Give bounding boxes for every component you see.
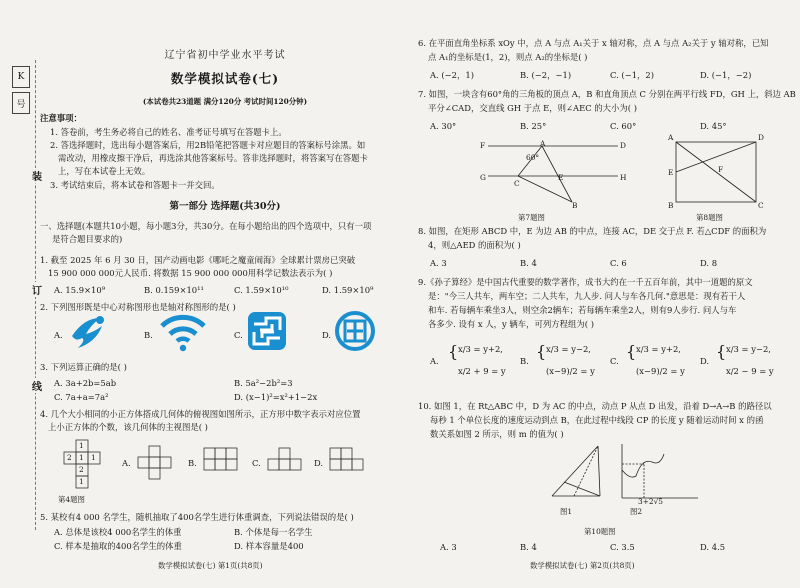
q7-label: E bbox=[558, 173, 564, 182]
q3-option-b[interactable]: B. 5a²−2b²=3 bbox=[234, 378, 293, 388]
q8-label: A bbox=[668, 133, 674, 142]
q4-figure-a bbox=[136, 444, 176, 480]
binding-box: 号 bbox=[12, 92, 30, 114]
q1-option-b[interactable]: B. 0.159×10¹¹ bbox=[144, 285, 204, 295]
q7-label: A bbox=[540, 139, 546, 148]
q8-option-a[interactable]: A. 3 bbox=[430, 258, 447, 268]
q7-stem: 7. 如图，一块含有60°角的三角板的顶点 A，B 和直角顶点 C 分别在两平行线 FD，GH 上，斜边 AB bbox=[418, 89, 796, 99]
notice-item: 2. 答选择题时，选出每小题答案后，用2B铅笔把答题卡对应题目的答案标号涂黑。如 bbox=[50, 140, 366, 150]
grid-number: 1 bbox=[79, 453, 84, 462]
q4-option-a[interactable]: A. bbox=[122, 458, 131, 468]
q2-option-a[interactable]: A. bbox=[54, 330, 63, 340]
grid-number: 1 bbox=[79, 477, 84, 486]
notice-item: 1. 答卷前，考生务必将自己的姓名、准考证号填写在答题卡上。 bbox=[50, 127, 287, 137]
q7-label: H bbox=[620, 173, 627, 182]
binding-label: 订 bbox=[32, 282, 42, 297]
q1-option-c[interactable]: C. 1.59×10¹⁰ bbox=[234, 285, 289, 295]
page-footer: 数学模拟试卷(七) 第2页(共8页) bbox=[530, 561, 635, 570]
q6-stem: 点 A₁的坐标是(1，2)，则点 A₂的坐标是( ) bbox=[428, 52, 588, 62]
q2-option-b[interactable]: B. bbox=[144, 330, 153, 340]
q10-axis-tick: 3+2√5 bbox=[638, 497, 664, 506]
q10-stem: 10. 如图 1，在 Rt△ABC 中，D 为 AC 的中点，动点 P 从点 D 出发，沿着 D→A→B 的路径以 bbox=[418, 401, 772, 411]
q4-figure-d bbox=[328, 446, 364, 472]
q9-stem: 9.《孙子算经》是中国古代重要的数学著作，成书大约在一千五百年前，其中一道题的原文 bbox=[418, 277, 753, 287]
q7-option-c[interactable]: C. 60° bbox=[610, 121, 637, 131]
q8-label: C bbox=[758, 201, 764, 210]
q10-stem: 数关系如图 2 所示，则 m 的值为( ) bbox=[430, 429, 564, 439]
q7-option-b[interactable]: B. 25° bbox=[520, 121, 547, 131]
q7-label: B bbox=[572, 201, 578, 210]
q3-option-a[interactable]: A. 3a+2b=5ab bbox=[54, 378, 117, 388]
q10-option-c[interactable]: C. 3.5 bbox=[610, 542, 635, 552]
q6-stem: 6. 在平面直角坐标系 xOy 中，点 A 与点 A₁关于 x 轴对称，点 A 与点 A₂关于 y 轴对称，已知 bbox=[418, 38, 769, 48]
q10-option-b[interactable]: B. 4 bbox=[520, 542, 537, 552]
grid-number: 2 bbox=[67, 453, 72, 462]
q9-stem: 是："今三人共车，两车空；二人共车，九人步. 问人与车各几何."意思是：现有若干人 bbox=[428, 291, 746, 301]
q4-option-d[interactable]: D. bbox=[314, 458, 324, 468]
q4-stem: 上小正方体的个数，该几何体的主视图是( ) bbox=[48, 422, 208, 432]
q6-option-d[interactable]: D. (−1，−2) bbox=[700, 70, 752, 80]
q9-stem: 和车. 若每辆车乘坐3人，则空余2辆车；若每辆车乘坐2人，则有9人步行. 问人与车 bbox=[428, 305, 737, 315]
grid-number: 2 bbox=[79, 465, 84, 474]
q4-top-view-grid bbox=[56, 438, 116, 492]
q4-stem: 4. 几个大小相同的小正方体搭成几何体的俯视图如图所示，正方形中数字表示对应位置 bbox=[40, 409, 361, 419]
q2-option-c[interactable]: C. bbox=[234, 330, 243, 340]
q1-option-a[interactable]: A. 15.9×10⁹ bbox=[54, 285, 106, 295]
q10-stem: 每秒 1 个单位长度的速度运动到点 B，在此过程中线段 CP 的长度 y 随着运动时间 x 的函 bbox=[430, 415, 764, 425]
q4-option-c[interactable]: C. bbox=[252, 458, 261, 468]
q3-stem: 3. 下列运算正确的是( ) bbox=[40, 362, 127, 372]
q8-option-d[interactable]: D. 8 bbox=[700, 258, 718, 268]
q4-option-b[interactable]: B. bbox=[188, 458, 197, 468]
exam-sheet: K 号 装 订 线 辽宁省初中学业水平考试 数学模拟试卷(七) (本试卷共23道题 满分120分 考试时间120分钟) 注意事项： 1. 答卷前，考生务必将自己的姓名、准考证号填写在答题卡上。 2. 答选择题时，选出每小题答案后，用2B铅笔把答题卡对应题目的答案标号涂黑。如 需改动，用橡皮擦干净后，再选涂其他答案标号。答非选择题时，将答案写在答题卡 上，写在本试卷上无效。 3. 考试结束后，将本试卷和答题卡一并交回。 第一部分 选择题(共30分) 一、选择题(本题共10小题，每小题3分，共30分。在每小题给出的四个选项中，只有一项 是符合题目要求的) 1. 截至 2025 年 6 月 30 日，国产动画电影《哪吒之魔童闹海》全球累计票房已突破 15 900 000 000元人民币. 将数据 15 900 000 000用科学记数法表示为( ) A. 15.9×10⁹ B. 0.159×10¹¹ C. 1.59×10¹⁰ D. 1.59×10⁹ 2. 下列图形既是中心对称图形也是轴对称图形的是( ) A. B. C. D. 3. 下列运算正确的是( ) A. 3a+2b=5ab B. 5a²−2b²=3 C. 7a+a=7a² D. (x−1)²=x²+1−2x 4. 几个大小相同的小正方体搭成几何体的俯视图如图所示，正方形中数字表示对应位置 上小正方体的个数，该几何体的主视图是( ) 1 2 1 1 2 1 第4题图 A. B. C. D. 5. 某校有4 000 名学生，随机抽取了400名学生进行体重调查，下列说法错误的是( ) A. 总体是该校4 000名学生的体重 B. 个体是每一名学生 C. 样本是抽取的400名学生的体重 D. 样本容量是400 数学模拟试卷(七) 第1页(共8页) 6. 在平面直角坐标系 xOy 中，点 A 与点 A₁关于 x 轴对称，点 A 与点 A₂关于 y 轴对称，已知 点 A₁的坐标是(1，2)，则点 A₂的坐标是( ) A. (−2，1) B. (−2，−1) C. (−1，2) D. (−1，−2) 7. 如图，一块含有60°角的三角板的顶点 A，B 和直角顶点 C 分别在两平行线 FD，GH 上，斜边 AB 平分∠CAD，交直线 GH 于点 E，则∠AEC 的大小为( ) A. 30° B. 25° C. 60° D. 45° F A D G C E H B 60° 第7题图 A D E F B C 第8题图 8. 如图，在矩形 ABCD 中，E 为边 AB 的中点，连接 AC，DE 交于点 F. 若△CDF 的面积为 4，则△AED 的面积为( ) A. 3 B. 4 C. 6 D. 8 9.《孙子算经》是中国古代重要的数学著作，成书大约在一千五百年前，其中一道题的原文 是："今三人共车，两车空；二人共车，九人步. 问人与车各几何."意思是：现有若干人 和车. 若每辆车乘坐3人，则空余2辆车；若每辆车乘坐2人，则有9人步行. 问人与车 各多少. 设有 x 人，y 辆车，可列方程组为( ) A. { x/3 = y+2, x/2 + 9 = y B. { x/3 = y−2, (x−9)/2 = y C. { x/3 = y+2, (x−9)/2 = y D. { x/3 = y−2, x/2 − 9 = y 10. 如图 1，在 Rt△ABC 中，D 为 AC 的中点，动点 P 从点 D 出发，沿着 D→A→B 的路径以 每秒 1 个单位长度的速度运动到点 B，在此过程中线段 CP 的长度 y 随着运动时间 x 的函 数关系如图 2 所示，则 m 的值为( ) 图1 3+2√5 图2 第10题图 A. 3 B. 4 C. 3.5 D. 4.5 数学模拟试卷(七) 第2页(共8页) bbox=[0, 0, 800, 588]
q6-option-c[interactable]: C. (−1，2) bbox=[610, 70, 655, 80]
q1-stem: 1. 截至 2025 年 6 月 30 日，国产动画电影《哪吒之魔童闹海》全球累计票房已突破 bbox=[40, 255, 356, 265]
q8-stem: 8. 如图，在矩形 ABCD 中，E 为边 AB 的中点，连接 AC，DE 交于点 F. 若△CDF 的面积为 bbox=[418, 226, 767, 236]
q2-figure-b bbox=[158, 312, 208, 352]
notice-title: 注意事项： bbox=[40, 113, 82, 123]
q2-figure-c bbox=[246, 310, 288, 352]
q7-label: D bbox=[620, 141, 626, 150]
q8-label: E bbox=[668, 168, 674, 177]
q10-option-d[interactable]: D. 4.5 bbox=[700, 542, 726, 552]
q8-option-c[interactable]: C. 6 bbox=[610, 258, 627, 268]
q8-label: B bbox=[668, 201, 674, 210]
q1-stem: 15 900 000 000元人民币. 将数据 15 900 000 000用科学记数法表示为( ) bbox=[48, 268, 333, 278]
q10-figure-1-label: 图1 bbox=[560, 507, 573, 516]
q1-option-d[interactable]: D. 1.59×10⁹ bbox=[322, 285, 374, 295]
q7-stem: 平分∠CAD，交直线 GH 于点 E，则∠AEC 的大小为( ) bbox=[428, 103, 637, 113]
q6-option-a[interactable]: A. (−2，1) bbox=[430, 70, 474, 80]
q8-stem: 4，则△AED 的面积为( ) bbox=[428, 240, 521, 250]
q2-stem: 2. 下列图形既是中心对称图形也是轴对称图形的是( ) bbox=[40, 302, 236, 312]
q7-label: G bbox=[480, 173, 486, 182]
q2-figure-d bbox=[334, 310, 376, 352]
q10-figure-2-label: 图2 bbox=[630, 507, 643, 516]
paper-title: 数学模拟试卷(七) bbox=[170, 71, 280, 86]
grid-number: 1 bbox=[91, 453, 96, 462]
q3-option-c[interactable]: C. 7a+a=7a² bbox=[54, 392, 109, 402]
q2-option-d[interactable]: D. bbox=[322, 330, 332, 340]
notice-item: 3. 考试结束后，将本试卷和答题卡一并交回。 bbox=[50, 180, 220, 190]
q7-option-d[interactable]: D. 45° bbox=[700, 121, 727, 131]
notice-item: 上，写在本试卷上无效。 bbox=[58, 166, 151, 176]
exam-info: (本试卷共23道题 满分120分 考试时间120分钟) bbox=[142, 97, 308, 106]
q5-stem: 5. 某校有4 000 名学生，随机抽取了400名学生进行体重调查，下列说法错误的是( ) bbox=[40, 512, 354, 522]
q8-figure-caption: 第8题图 bbox=[696, 213, 723, 222]
q8-figure bbox=[666, 136, 766, 208]
binding-label: 线 bbox=[32, 378, 42, 393]
q5-option-c[interactable]: C. 样本是抽取的400名学生的体重 bbox=[54, 541, 182, 551]
q7-option-a[interactable]: A. 30° bbox=[430, 121, 457, 131]
part-heading: 第一部分 选择题(共30分) bbox=[169, 201, 281, 212]
q7-label: C bbox=[514, 179, 520, 188]
page-footer: 数学模拟试卷(七) 第1页(共8页) bbox=[158, 561, 263, 570]
binding-label: 装 bbox=[32, 168, 42, 183]
exam-title: 辽宁省初中学业水平考试 bbox=[164, 50, 286, 61]
q8-option-b[interactable]: B. 4 bbox=[520, 258, 537, 268]
q7-label: F bbox=[480, 141, 486, 150]
section-instructions: 一、选择题(本题共10小题，每小题3分，共30分。在每小题给出的四个选项中，只有一项 bbox=[40, 221, 372, 231]
q4-figure-c bbox=[266, 446, 302, 472]
q10-figure-caption: 第10题图 bbox=[584, 527, 616, 536]
q7-figure-caption: 第7题图 bbox=[518, 213, 545, 222]
q4-figure-caption: 第4题图 bbox=[58, 495, 85, 504]
q5-option-a[interactable]: A. 总体是该校4 000名学生的体重 bbox=[54, 527, 182, 537]
q5-option-d[interactable]: D. 样本容量是400 bbox=[234, 541, 304, 551]
q5-option-b[interactable]: B. 个体是每一名学生 bbox=[234, 527, 313, 537]
q10-option-a[interactable]: A. 3 bbox=[440, 542, 457, 552]
grid-number: 1 bbox=[79, 441, 84, 450]
q10-figure-1 bbox=[544, 440, 608, 504]
binding-box: K bbox=[12, 66, 30, 88]
q8-label: D bbox=[758, 133, 764, 142]
q9-stem: 各多少. 设有 x 人，y 辆车，可列方程组为( ) bbox=[428, 319, 594, 329]
notice-item: 需改动，用橡皮擦干净后，再选涂其他答案标号。答非选择题时，将答案写在答题卡 bbox=[58, 153, 368, 163]
q3-option-d[interactable]: D. (x−1)²=x²+1−2x bbox=[234, 392, 318, 402]
q2-figure-a bbox=[66, 312, 110, 352]
q6-option-b[interactable]: B. (−2，−1) bbox=[520, 70, 572, 80]
q7-label: 60° bbox=[526, 153, 540, 162]
q4-figure-b bbox=[202, 446, 238, 472]
section-instructions: 是符合题目要求的) bbox=[52, 234, 123, 244]
q8-label: F bbox=[718, 165, 724, 174]
